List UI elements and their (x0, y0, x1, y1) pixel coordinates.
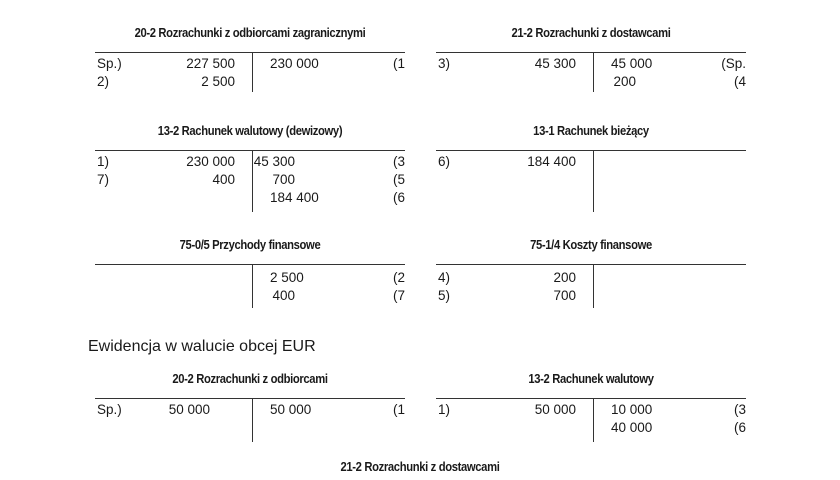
credit-ref: (1 (392, 402, 405, 417)
debit-amount: 184 400 (527, 154, 576, 169)
debit-ref: 7) (97, 172, 110, 187)
debit-amount: 230 000 (186, 154, 235, 169)
section-heading: Ewidencja w walucie obcej EUR (88, 338, 316, 355)
credit-amount: 45 300 (253, 154, 295, 169)
debit-amount: 50 000 (534, 402, 576, 417)
account-title: 13-2 Rachunek walutowy (dewizowy) (157, 124, 343, 138)
credit-amount: 45 000 (611, 56, 653, 71)
account-top-line (95, 150, 405, 151)
credit-ref: (6 (733, 420, 746, 435)
account-divider (252, 52, 253, 92)
debit-amount: 50 000 (168, 402, 210, 417)
credit-ref: (2 (392, 270, 405, 285)
credit-ref: (7 (392, 288, 405, 303)
debit-ref: 1) (97, 154, 110, 169)
account-title: 75-0/5 Przychody finansowe (179, 238, 321, 252)
debit-ref: Sp.) (97, 402, 122, 417)
debit-ref: Sp.) (97, 56, 122, 71)
account-divider (593, 150, 594, 212)
credit-amount: 700 (272, 172, 295, 187)
debit-ref: 3) (438, 56, 451, 71)
credit-amount: 40 000 (611, 420, 653, 435)
account-title: 13-1 Rachunek bieżący (533, 124, 649, 138)
credit-ref: (6 (392, 190, 405, 205)
account-divider (593, 52, 594, 92)
account-title: 13-2 Rachunek walutowy (528, 372, 654, 386)
debit-ref: 4) (438, 270, 451, 285)
account-top-line (95, 264, 405, 265)
credit-amount: 230 000 (270, 56, 319, 71)
account-title: 20-2 Rozrachunki z odbiorcami (172, 372, 328, 386)
debit-ref: 1) (438, 402, 451, 417)
debit-amount: 400 (212, 172, 235, 187)
account-top-line (436, 398, 746, 399)
credit-amount: 400 (272, 288, 295, 303)
debit-amount: 700 (553, 288, 576, 303)
credit-amount: 2 500 (270, 270, 304, 285)
debit-amount: 45 300 (534, 56, 576, 71)
account-top-line (436, 264, 746, 265)
debit-ref: 5) (438, 288, 451, 303)
account-divider (593, 264, 594, 308)
credit-ref: (4 (733, 74, 746, 89)
account-title: 75-1/4 Koszty finansowe (530, 238, 652, 252)
credit-ref: (3 (733, 402, 746, 417)
account-divider (252, 264, 253, 308)
account-divider (593, 398, 594, 442)
credit-ref: (3 (392, 154, 405, 169)
debit-amount: 2 500 (201, 74, 235, 89)
debit-ref: 2) (97, 74, 110, 89)
credit-amount: 50 000 (270, 402, 312, 417)
credit-amount: 10 000 (611, 402, 653, 417)
debit-amount: 200 (553, 270, 576, 285)
credit-amount: 200 (613, 74, 636, 89)
account-divider (252, 398, 253, 442)
account-top-line (436, 150, 746, 151)
credit-amount: 184 400 (270, 190, 319, 205)
credit-ref: (1 (392, 56, 405, 71)
credit-ref: (Sp. (721, 56, 746, 71)
account-top-line (436, 52, 746, 53)
credit-ref: (5 (392, 172, 405, 187)
account-title: 20-2 Rozrachunki z odbiorcami zagranicznymi (134, 26, 366, 40)
debit-ref: 6) (438, 154, 451, 169)
debit-amount: 227 500 (186, 56, 235, 71)
account-title: 21-2 Rozrachunki z dostawcami (511, 26, 671, 40)
account-top-line (95, 398, 405, 399)
account-title: 21-2 Rozrachunki z dostawcami (340, 460, 500, 474)
account-top-line (95, 52, 405, 53)
